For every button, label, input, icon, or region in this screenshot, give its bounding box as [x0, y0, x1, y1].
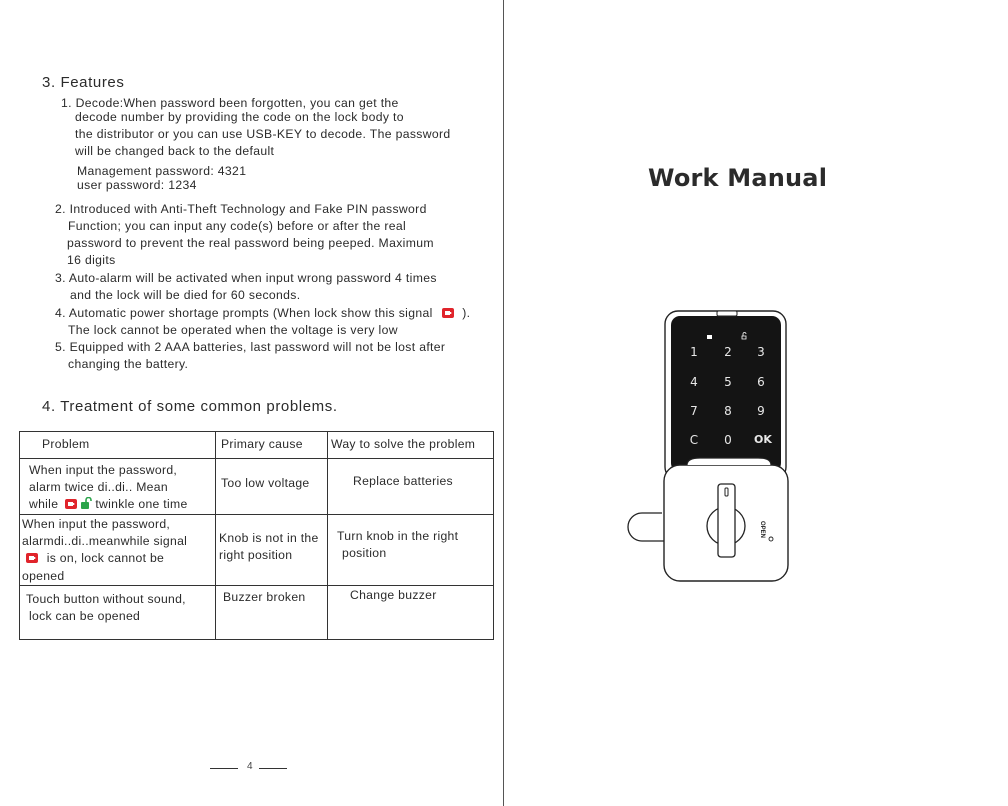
feature-1-line-2: decode number by providing the code on the lock body to	[75, 110, 404, 124]
feature-1-line-3: the distributor or you can use USB-KEY to decode. The password	[75, 127, 451, 141]
row3-solution: Change buzzer	[328, 586, 494, 640]
feature-3-line-1: 3. Auto-alarm will be activated when input wrong password 4 times	[55, 271, 437, 285]
keypad-key-9[interactable]: 9	[757, 404, 765, 418]
low-battery-icon	[26, 551, 38, 568]
row2-problem: When input the password, alarmdi..di..meanwhile signal is on, lock cannot be opened	[20, 515, 216, 586]
row1-solution: Replace batteries	[328, 459, 494, 515]
feature-2-line-4: 16 digits	[67, 253, 116, 267]
keypad-key-c[interactable]: C	[689, 433, 699, 447]
row1-cause: Too low voltage	[216, 459, 328, 515]
table-row	[20, 459, 494, 515]
page-number: 4	[247, 761, 253, 772]
treatment-heading: 4. Treatment of some common problems.	[42, 398, 338, 415]
feature-5-line-1: 5. Equipped with 2 AAA batteries, last password will not be lost after	[55, 340, 446, 354]
user-password: user password: 1234	[77, 178, 197, 192]
door-lock-illustration	[620, 300, 800, 590]
page-number-rule-right	[259, 768, 287, 769]
work-manual-title: Work Manual	[648, 164, 828, 192]
keypad-key-5[interactable]: 5	[724, 375, 732, 389]
keypad-key-0[interactable]: 0	[724, 433, 732, 447]
low-battery-icon	[442, 306, 454, 323]
row1-problem: When input the password, alarm twice di..di.. Mean while twinkle one time	[20, 459, 216, 515]
keypad-key-6[interactable]: 6	[757, 375, 765, 389]
management-password: Management password: 4321	[77, 164, 247, 178]
feature-4-close: ).	[462, 306, 471, 320]
feature-2-line-1: 2. Introduced with Anti-Theft Technology and Fake PIN password	[55, 202, 427, 216]
row3-problem: Touch button without sound, lock can be opened	[20, 586, 216, 640]
feature-2-line-3: password to prevent the real password being peeped. Maximum	[67, 236, 434, 250]
feature-1-line-4: will be changed back to the default	[75, 144, 275, 158]
page-number-rule-left	[210, 768, 238, 769]
feature-4-text: 4. Automatic power shortage prompts (When lock show this signal	[55, 306, 433, 320]
keypad-key-1[interactable]: 1	[690, 345, 698, 359]
header-problem: Problem	[20, 432, 216, 459]
row2-solution: Turn knob in the right position	[328, 515, 494, 586]
keypad-key-2[interactable]: 2	[724, 345, 732, 359]
open-label: OPEN	[759, 521, 765, 539]
keypad-key-7[interactable]: 7	[690, 404, 698, 418]
keypad-key-3[interactable]: 3	[757, 345, 765, 359]
row2-cause: Knob is not in the right position	[216, 515, 328, 586]
keypad-key-8[interactable]: 8	[724, 404, 732, 418]
keypad-key-4[interactable]: 4	[690, 375, 698, 389]
low-battery-icon	[65, 497, 77, 514]
feature-5-line-2: changing the battery.	[68, 357, 189, 371]
unlock-icon	[81, 497, 92, 514]
feature-4-line-1	[55, 305, 470, 323]
feature-1-line-1: 1. Decode:When password been forgotten, you can get the	[61, 96, 399, 110]
feature-4-line-2: The lock cannot be operated when the voltage is very low	[68, 323, 398, 337]
problems-table	[19, 431, 494, 640]
battery-indicator-icon	[707, 335, 712, 339]
header-solution: Way to solve the problem	[328, 432, 494, 459]
table-row	[20, 515, 494, 586]
page-divider	[503, 0, 504, 806]
header-cause: Primary cause	[216, 432, 328, 459]
feature-3-line-2: and the lock will be died for 60 seconds.	[70, 288, 301, 302]
features-heading: 3. Features	[42, 74, 125, 91]
row3-cause: Buzzer broken	[216, 586, 328, 640]
keypad-key-ok[interactable]: OK	[754, 433, 772, 446]
keypad-panel	[671, 316, 781, 472]
feature-2-line-2: Function; you can input any code(s) before or after the real	[68, 219, 407, 233]
table-row	[20, 586, 494, 640]
